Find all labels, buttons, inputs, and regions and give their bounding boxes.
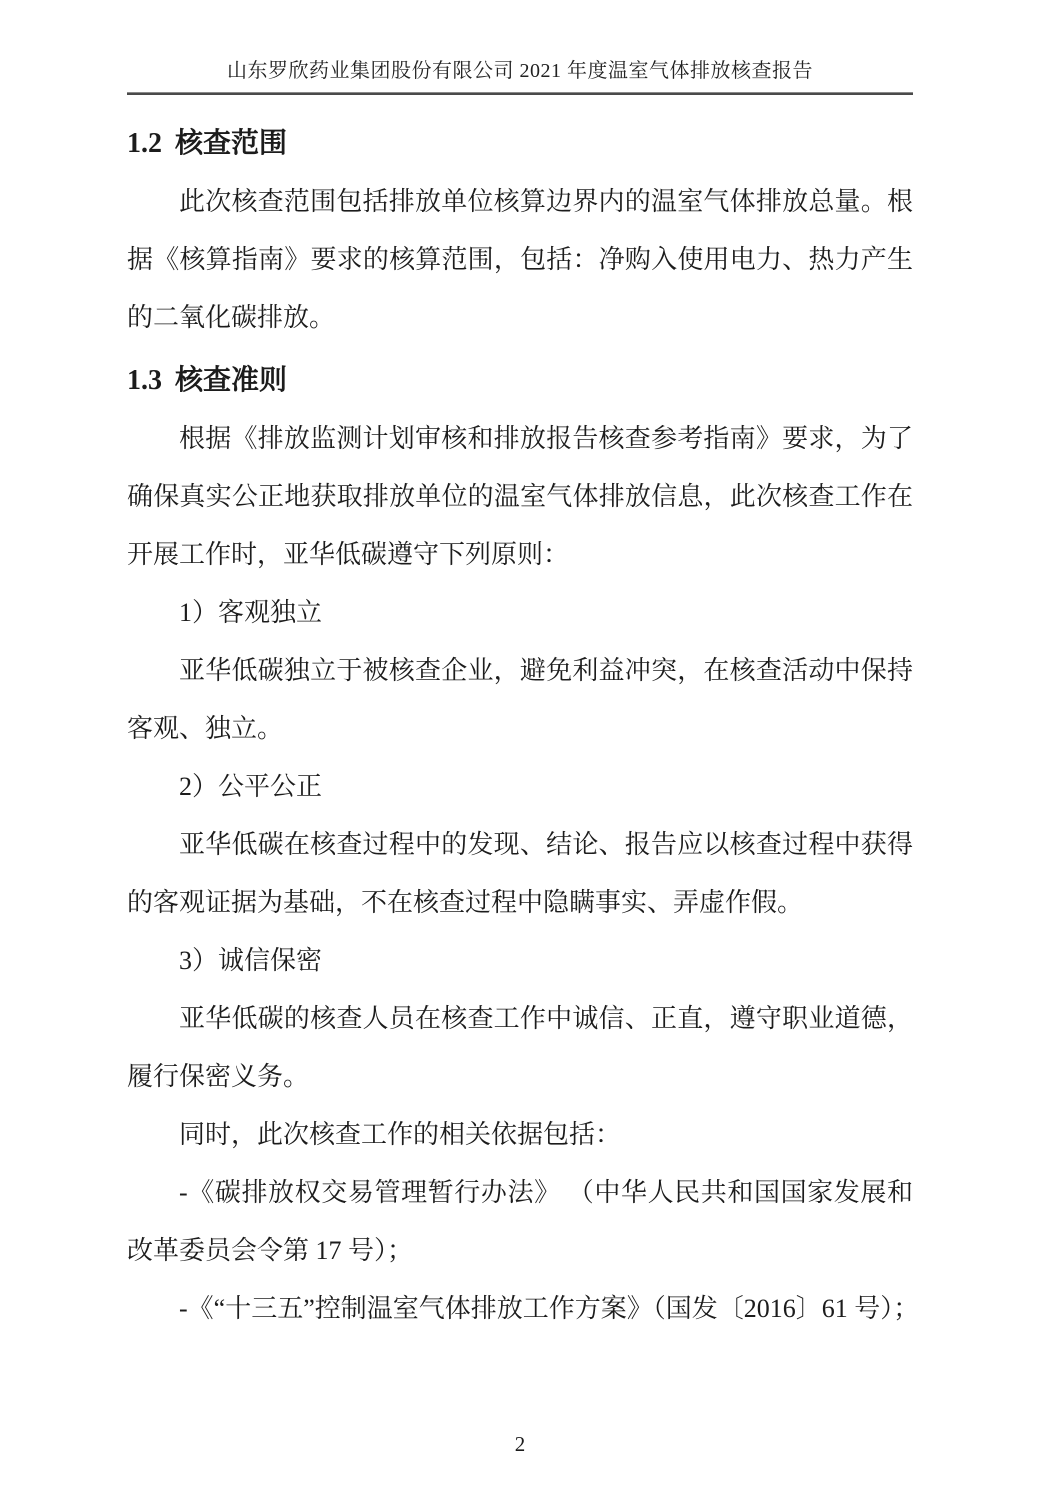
text-line: 同时，此次核查工作的相关依据包括：	[179, 1120, 622, 1149]
text-line: 开展工作时，亚华低碳遵守下列原则：	[127, 540, 570, 569]
section-number: 1.3	[127, 365, 162, 396]
running-header-title: 山东罗欣药业集团股份有限公司 2021 年度温室气体排放核查报告	[227, 60, 813, 82]
page-number: 2	[514, 1432, 526, 1456]
text-line: 亚华低碳在核查过程中的发现、结论、报告应以核查过程中获得	[179, 830, 913, 859]
section-title: 核查范围	[175, 128, 288, 159]
header-rule	[127, 92, 913, 95]
text-line: -《碳排放权交易管理暂行办法》 （中华人民共和国国家发展和	[179, 1178, 913, 1207]
text-line: 客观、独立。	[127, 714, 284, 743]
text-line: 确保真实公正地获取排放单位的温室气体排放信息，此次核查工作在	[127, 482, 913, 511]
text-line: 改革委员会令第 17 号）；	[127, 1236, 414, 1265]
text-line: -《“十三五”控制温室气体排放工作方案》（国发〔2016〕61 号）；	[179, 1294, 920, 1323]
text-line: 根据《排放监测计划审核和排放报告核查参考指南》要求，为了	[179, 424, 913, 453]
text-line: 的二氧化碳排放。	[127, 303, 336, 332]
text-line: 亚华低碳的核查人员在核查工作中诚信、正直，遵守职业道德，	[179, 1004, 913, 1033]
text-line: 的客观证据为基础，不在核查过程中隐瞒事实、弄虚作假。	[127, 888, 804, 917]
text-line: 履行保密义务。	[127, 1062, 310, 1091]
document-body	[127, 115, 920, 1338]
section-heading-1-3	[127, 352, 913, 410]
text-line: 此次核查范围包括排放单位核算边界内的温室气体排放总量。根	[179, 187, 913, 216]
text-line: 2）公平公正	[179, 772, 323, 801]
section-heading-1-2	[127, 115, 913, 173]
text-line: 3）诚信保密	[179, 946, 323, 975]
text-line: 亚华低碳独立于被核查企业，避免利益冲突，在核查活动中保持	[179, 656, 913, 685]
text-line: 1）客观独立	[179, 598, 323, 627]
section-number: 1.2	[127, 128, 162, 159]
section-title: 核查准则	[175, 365, 288, 396]
text-line: 据《核算指南》要求的核算范围，包括：净购入使用电力、热力产生	[127, 245, 913, 274]
